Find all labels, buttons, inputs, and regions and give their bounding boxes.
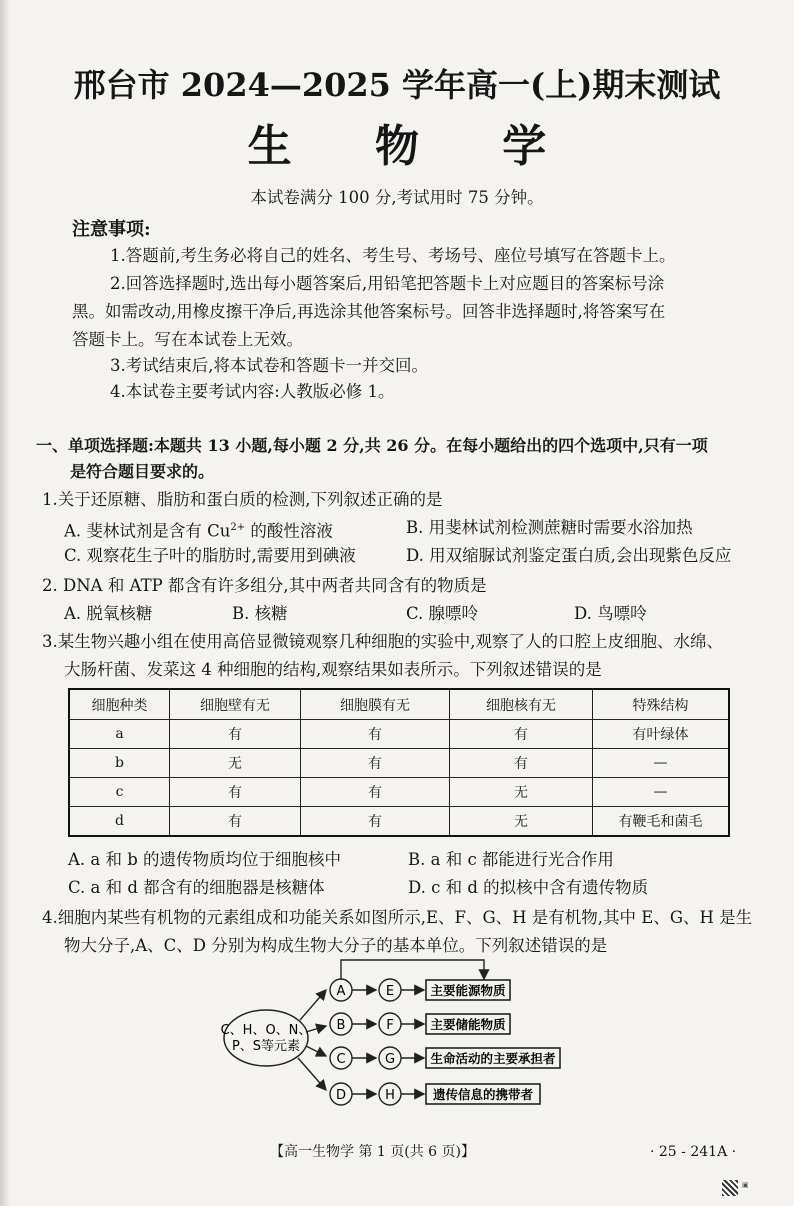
q3-option-b: B. a 和 c 都能进行光合作用 — [408, 850, 614, 869]
svg-text:主要储能物质: 主要储能物质 — [430, 1017, 506, 1032]
q1-option-c: C. 观察花生子叶的脂肪时,需要用到碘液 — [64, 546, 356, 565]
svg-text:A: A — [336, 984, 346, 999]
table-cell: — — [593, 778, 730, 807]
function-box-energy — [426, 980, 510, 1000]
elements-label-2: P、S等元素 — [231, 1039, 301, 1054]
q2-option-c: C. 腺嘌呤 — [406, 604, 479, 623]
svg-text:F: F — [386, 1018, 394, 1033]
q3-option-d: D. c 和 d 的拟核中含有遗传物质 — [408, 878, 649, 897]
svg-text:生命活动的主要承担者: 生命活动的主要承担者 — [430, 1051, 556, 1066]
table-cell: a — [69, 720, 170, 749]
q4-stem: 4.细胞内某些有机物的元素组成和功能关系如图所示,E、F、G、H 是有机物,其中 E、G、H 是生 — [42, 908, 753, 927]
function-box-genetic — [426, 1084, 540, 1104]
page-footer: 【高一生物学 第 1 页(共 6 页)】 — [270, 1144, 475, 1160]
molecule-f — [379, 1013, 401, 1035]
table-cell: 有鞭毛和菌毛 — [593, 807, 730, 837]
molecule-h — [379, 1083, 401, 1105]
table-cell: d — [69, 807, 170, 837]
q1-option-a: A. 斐林试剂是含有 $Cu^{2+}$ 的酸性溶液 — [64, 521, 333, 541]
scanner-watermark-icon: ▣ — [742, 1181, 749, 1189]
table-header: 细胞壁有无 — [170, 689, 301, 720]
q4-stem-cont: 物大分子,A、C、D 分别为构成生物大分子的基本单位。下列叙述错误的是 — [64, 936, 608, 955]
table-cell: 有 — [450, 720, 593, 749]
molecule-e — [379, 979, 401, 1001]
table-cell: 无 — [170, 749, 301, 778]
svg-text:B: B — [336, 1018, 346, 1033]
q1-stem: 1.关于还原糖、脂肪和蛋白质的检测,下列叙述正确的是 — [42, 490, 443, 509]
table-header: 细胞核有无 — [450, 689, 593, 720]
elements-ellipse — [224, 1010, 308, 1066]
exam-title: 邢台市 2024—2025 学年高一(上)期末测试 — [73, 66, 721, 104]
table-cell: b — [69, 749, 170, 778]
note-4: 4.本试卷主要考试内容:人教版必修 1。 — [110, 382, 395, 401]
table-cell: c — [69, 778, 170, 807]
table-header: 细胞种类 — [69, 689, 170, 720]
elements-label-1: C、H、O、N、 — [220, 1023, 312, 1038]
svg-text:C: C — [336, 1052, 346, 1067]
table-header: 细胞膜有无 — [301, 689, 450, 720]
bypass-arrow — [341, 960, 484, 979]
table-cell: — — [593, 749, 730, 778]
svg-text:D: D — [335, 1088, 347, 1103]
table-cell: 有 — [170, 778, 301, 807]
q2-option-b: B. 核糖 — [232, 604, 288, 623]
subject-title: 生 物 学 — [247, 121, 581, 172]
q2-option-d: D. 鸟嘌呤 — [574, 604, 647, 623]
unit-b — [330, 1013, 352, 1035]
q3-stem: 3.某生物兴趣小组在使用高倍显微镜观察几种细胞的实验中,观察了人的口腔上皮细胞、水绵、 — [42, 632, 723, 651]
svg-text:遗传信息的携带者: 遗传信息的携带者 — [432, 1087, 534, 1102]
qr-code-icon — [722, 1180, 738, 1196]
unit-a — [330, 979, 352, 1001]
svg-text:H: H — [385, 1088, 395, 1103]
table-cell: 有 — [170, 720, 301, 749]
table-cell: 有叶绿体 — [593, 720, 730, 749]
note-2a: 2.回答选择题时,选出每小题答案后,用铅笔把答题卡上对应题目的答案标号涂 — [110, 274, 665, 293]
note-3: 3.考试结束后,将本试卷和答题卡一并交回。 — [110, 356, 428, 375]
q3-option-c: C. a 和 d 都含有的细胞器是核糖体 — [68, 878, 325, 897]
note-2b: 黑。如需改动,用橡皮擦干净后,再选涂其他答案标号。回答非选择题时,将答案写在 — [72, 302, 666, 321]
svg-text:G: G — [384, 1052, 396, 1067]
molecule-g — [379, 1047, 401, 1069]
table-cell: 有 — [301, 778, 450, 807]
svg-text:主要能源物质: 主要能源物质 — [430, 983, 506, 998]
table-cell: 无 — [450, 778, 593, 807]
table-cell: 无 — [450, 807, 593, 837]
function-box-storage — [426, 1014, 510, 1034]
q3-option-a: A. a 和 b 的遗传物质均位于细胞核中 — [68, 850, 342, 869]
table-cell: 有 — [450, 749, 593, 778]
section-1-heading-cont: 是符合题目要求的。 — [70, 462, 215, 481]
table-cell: 有 — [301, 749, 450, 778]
unit-c — [330, 1047, 352, 1069]
section-1-heading: 一、单项选择题:本题共 13 小题,每小题 2 分,共 26 分。在每小题给出的四个选项中,只有一项 — [36, 436, 708, 455]
notes-heading: 注意事项: — [72, 219, 151, 240]
q1-option-d: D. 用双缩脲试剂鉴定蛋白质,会出现紫色反应 — [406, 546, 732, 565]
note-2c: 答题卡上。写在本试卷上无效。 — [72, 330, 303, 349]
table-header: 特殊结构 — [593, 689, 730, 720]
q1-option-b: B. 用斐林试剂检测蔗糖时需要水浴加热 — [406, 518, 693, 537]
svg-text:E: E — [385, 984, 395, 999]
q2-option-a: A. 脱氧核糖 — [64, 604, 153, 623]
table-cell: 有 — [301, 807, 450, 837]
note-1: 1.答题前,考生务必将自己的姓名、考生号、考场号、座位号填写在答题卡上。 — [110, 246, 676, 265]
function-box-protein — [426, 1048, 560, 1068]
q2-stem: 2. DNA 和 ATP 都含有许多组分,其中两者共同含有的物质是 — [42, 576, 487, 595]
unit-d — [330, 1083, 352, 1105]
table-cell: 有 — [170, 807, 301, 837]
exam-info: 本试卷满分 100 分,考试用时 75 分钟。 — [250, 188, 544, 207]
table-cell: 有 — [301, 720, 450, 749]
q3-stem-cont: 大肠杆菌、发菜这 4 种细胞的结构,观察结果如表所示。下列叙述错误的是 — [64, 660, 602, 679]
page-code: · 25 - 241A · — [650, 1144, 737, 1160]
